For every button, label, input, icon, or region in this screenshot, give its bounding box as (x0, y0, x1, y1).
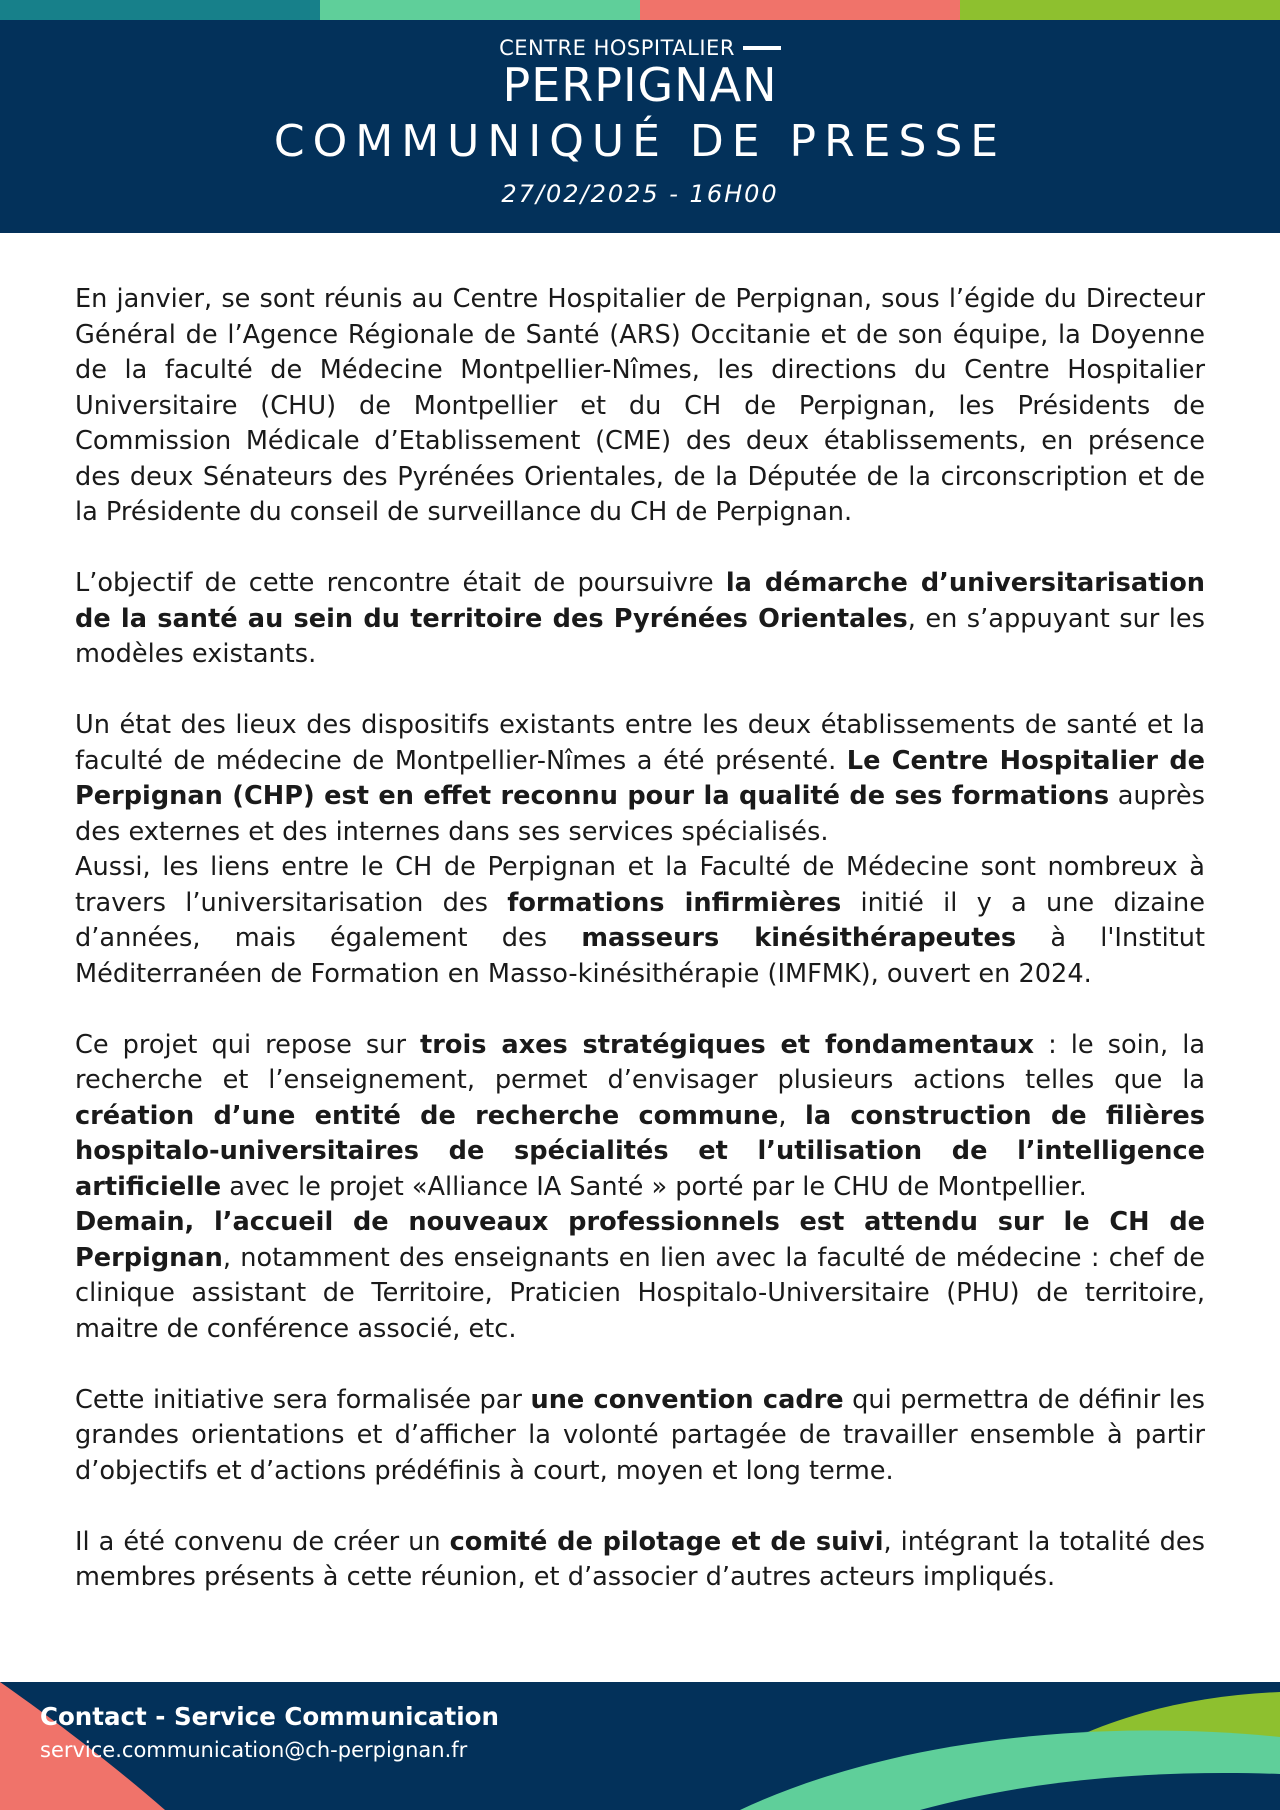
paragraph-1: En janvier, se sont réunis au Centre Hospitalier de Perpignan, sous l’égide du Directeur Général de l’Agence Régionale de Santé (ARS) Occitanie et de son équipe, la Doyenne de la faculté de Médecine Montpellier-Nîmes, les directions du Centre Hospitalier Universitaire (CHU) de Montpellier et du CH de Perpignan, les Présidents de Commission Médicale d’Etablissement (CME) des deux établissements, en présence des deux Sénateurs des Pyrénées Orientales, de la Députée de la circonscription et de la Présidente du conseil de surveillance du CH de Perpignan. (75, 284, 1205, 527)
text-run: , intégrant la totalité des membres présents à cette réunion, et d’associer d’autres acteurs impliqués. (75, 1526, 1205, 1592)
bold-text-run: trois axes stratégiques et fondamentaux (420, 1029, 1035, 1060)
text-run: , en s’appuyant sur les modèles existants. (75, 603, 1205, 669)
contact-footer (0, 1682, 1280, 1810)
text-run: Il a été convenu de créer un (75, 1526, 450, 1557)
document-type-title: COMMUNIQUÉ DE PRESSE (273, 116, 1007, 167)
text-run: , notamment des enseignants en lien avec la faculté de médecine : chef de clinique assistant de Territoire, Praticien Hospitalo-Universitaire (PHU) de territoire, maitre de conférence associé, etc. (75, 1242, 1205, 1344)
text-run: avec le projet «Alliance IA Santé » porté par le CHU de Montpellier. (221, 1171, 1087, 1202)
text-run: , (778, 1100, 806, 1131)
logo-dash-mark (743, 46, 781, 50)
bold-text-run: la construction de filières hospitalo-universitaires de spécialités et l’utilisation de l’intelligence artificielle (75, 1100, 1205, 1202)
text-run: initié il y a une dizaine d’années, mais également des (75, 887, 1205, 953)
top-color-stripes (0, 0, 1280, 20)
stripe-green (320, 0, 640, 20)
press-release-header (0, 20, 1280, 233)
org-name-line (0, 36, 1280, 60)
paragraph-3 (75, 708, 1205, 850)
paragraph-8 (75, 1525, 1205, 1596)
city-name: PERPIGNAN (502, 58, 778, 112)
bold-text-run: une convention cadre (530, 1384, 844, 1415)
press-release-body (75, 282, 1205, 1596)
text-run: : le soin, la recherche et l’enseignement, permet d’envisager plusieurs actions telles que la (75, 1029, 1206, 1095)
text-run: Cette initiative sera formalisée par (75, 1384, 531, 1415)
paragraph-7 (75, 1383, 1205, 1490)
text-run: auprès des externes et des internes dans ses services spécialisés. (75, 781, 1205, 847)
stripe-teal (0, 0, 320, 20)
stripe-lime (960, 0, 1280, 20)
bold-text-run: la démarche d’universitarisation de la santé au sein du territoire des Pyrénées Orientales (75, 568, 1205, 634)
contact-email: service.communication@ch-perpignan.fr (40, 1738, 468, 1762)
text-run: Un état des lieux des dispositifs existants entre les deux établissements de santé et la faculté de médecine de Montpellier-Nîmes a été présenté. (75, 710, 1205, 776)
bold-text-run: comité de pilotage et de suivi (449, 1526, 884, 1557)
paragraph-6 (75, 1205, 1205, 1347)
contact-title: Contact - Service Communication (40, 1702, 499, 1731)
text-run: qui permettra de définir les grandes orientations et d’afficher la volonté partagée de travailler ensemble à partir d’objectifs et d’actions prédéfinis à court, moyen et long terme. (75, 1384, 1205, 1486)
text-run: à l'Institut Méditerranéen de Formation en Masso-kinésithérapie (IMFMK), ouvert en 2024. (75, 923, 1205, 989)
text-run: L’objectif de cette rencontre était de poursuivre (75, 568, 726, 598)
bold-text-run: masseurs kinésithérapeutes (581, 923, 1017, 953)
bold-text-run: création d’une entité de recherche commune (75, 1100, 779, 1131)
paragraph-4 (75, 850, 1205, 992)
release-date: 27/02/2025 - 16H00 (501, 180, 779, 208)
bold-text-run: formations infirmières (507, 887, 842, 918)
bold-text-run: Le Centre Hospitalier de Perpignan (CHP) est en effet reconnu pour la qualité de ses formations (75, 745, 1206, 811)
paragraph-5 (75, 1028, 1205, 1206)
stripe-coral (640, 0, 960, 20)
text-run: Ce projet qui repose sur (75, 1029, 421, 1060)
org-name: CENTRE HOSPITALIER (499, 36, 735, 60)
paragraph-2 (75, 566, 1205, 673)
bold-text-run: Demain, l’accueil de nouveaux professionnels est attendu sur le CH de Perpignan (75, 1207, 1205, 1273)
text-run: Aussi, les liens entre le CH de Perpignan et la Faculté de Médecine sont nombreux à travers l’universitarisation des (75, 852, 1205, 918)
